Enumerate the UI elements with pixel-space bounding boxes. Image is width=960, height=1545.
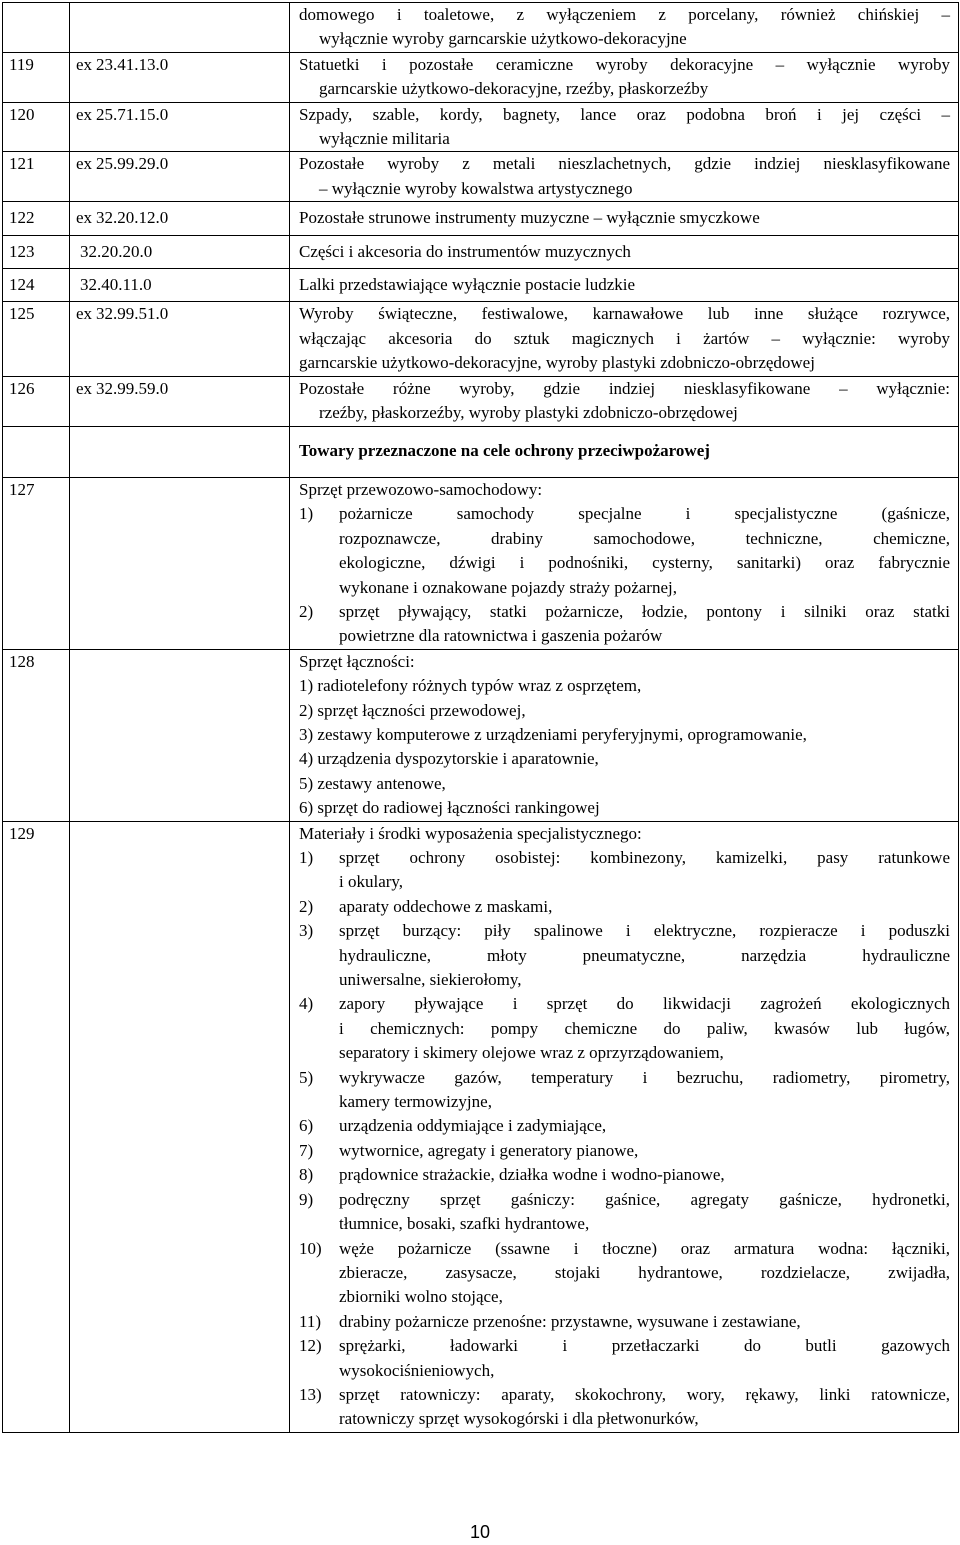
classification-code: [70, 376, 290, 426]
description-line: Pozostałe różne wyroby, gdzie indziej niesklasyfikowane – wyłącznie:: [299, 378, 950, 398]
row-number: 126: [3, 376, 70, 426]
row-128-item: 2) sprzęt łączności przewodowej,: [299, 700, 526, 720]
description-line: Pozostałe strunowe instrumenty muzyczne – wyłącznie smyczkowe: [299, 208, 760, 228]
list-item: [299, 992, 950, 1065]
list-item-number: 10): [299, 1238, 322, 1258]
list-item: [299, 919, 950, 992]
list-item-text: [339, 1310, 950, 1334]
row-127-title: Sprzęt przewozowo-samochodowy:: [299, 479, 543, 499]
table-row-heading: [3, 426, 959, 477]
list-item-text: [339, 1163, 950, 1187]
row-number: 123: [3, 235, 70, 268]
list-item-text: [339, 895, 950, 919]
list-item-line: podręczny sprzęt gaśniczy: gaśnice, agregaty gaśnicze, hydronetki,: [339, 1189, 950, 1209]
list-item-number: 9): [299, 1189, 314, 1209]
code-value: 32.20.12.0: [96, 208, 169, 228]
list-item-line: uniwersalne, siekierołomy,: [339, 970, 522, 990]
row-128-item: 5) zestawy antenowe,: [299, 773, 446, 793]
list-item-number: 2): [299, 896, 314, 916]
row-number: 120: [3, 102, 70, 152]
list-item-line: separatory i skimery olejowe wraz z oprzyrządowaniem,: [339, 1043, 724, 1063]
table-row: [3, 52, 959, 102]
code-value: 32.99.51.0: [96, 304, 169, 324]
list-item-line: i chemicznych: pompy chemiczne do paliw, kwasów lub ługów,: [339, 1018, 950, 1038]
list-item-number: 2): [299, 601, 314, 621]
classification-code: [70, 235, 290, 268]
classification-code: [70, 152, 290, 202]
list-item-line: ekologiczne, dźwigi i podnośniki, cysterny, sanitarki) oraz fabrycznie: [339, 553, 950, 573]
ex-marker: ex: [76, 54, 93, 74]
row-number: 128: [3, 649, 70, 821]
list-item-text: [339, 846, 950, 895]
list-item-line: tłumnice, bosaki, szafki hydrantowe,: [339, 1214, 590, 1234]
list-item: [299, 1139, 950, 1163]
list-item-number: 4): [299, 994, 314, 1014]
list-item-line: prądownice strażackie, działka wodne i wodno-pianowe,: [339, 1165, 725, 1185]
row-number: 129: [3, 821, 70, 1432]
list-item-line: zbiorniki wolno stojące,: [339, 1287, 503, 1307]
list-item: [299, 895, 950, 919]
description-line: Statuetki i pozostałe ceramiczne wyroby dekoracyjne – wyłącznie wyroby: [299, 54, 950, 74]
description: [290, 152, 959, 202]
list-item-line: sprzęt burzący: piły spalinowe i elektryczne, rozpieracze i poduszki: [339, 921, 950, 941]
classification-code: [70, 269, 290, 302]
table-row-129: [3, 821, 959, 1432]
code-value: 23.41.13.0: [96, 54, 169, 74]
classification-code: [70, 52, 290, 102]
list-item-number: 8): [299, 1165, 314, 1185]
table-row-128: [3, 649, 959, 821]
numbered-rows: [3, 52, 959, 426]
list-item-line: ratowniczy sprzęt wysokogórski i dla płetwonurków,: [339, 1409, 699, 1429]
classification-code: [70, 302, 290, 376]
list-item-line: aparaty oddechowe z maskami,: [339, 896, 553, 916]
row-number: 122: [3, 202, 70, 235]
description-line: rzeźby, płaskorzeźby, wyroby plastyki zdobniczo-obrzędowej: [319, 403, 738, 423]
table-row: [3, 202, 959, 235]
code-value: 25.71.15.0: [96, 104, 169, 124]
row-129-title: Materiały i środki wyposażenia specjalistycznego:: [299, 823, 642, 843]
list-item-number: 11): [299, 1311, 322, 1331]
description: [290, 269, 959, 302]
list-item-line: i okulary,: [339, 872, 404, 892]
description: [290, 235, 959, 268]
table-row: [3, 102, 959, 152]
list-item: [299, 1188, 950, 1237]
list-item-number: 5): [299, 1067, 314, 1087]
ex-marker: ex: [76, 208, 93, 228]
row-128-item: 6) sprzęt do radiowej łączności rankingowej: [299, 798, 600, 818]
table-row: [3, 376, 959, 426]
row-129-items: [299, 846, 950, 1432]
ex-marker: ex: [76, 104, 93, 124]
list-item-line: urządzenia oddymiające i zadymiające,: [339, 1116, 607, 1136]
list-item-line: rozpoznawcze, drabiny samochodowe, techniczne, chemiczne,: [339, 528, 950, 548]
list-item: [299, 502, 950, 600]
list-item-line: sprzęt ochrony osobistej: kombinezony, kamizelki, pasy ratunkowe: [339, 848, 950, 867]
description-line: Lalki przedstawiające wyłącznie postacie ludzkie: [299, 275, 636, 295]
list-item-number: 13): [299, 1384, 322, 1404]
description-line: wyłącznie militaria: [319, 129, 450, 149]
table-row-127: [3, 477, 959, 649]
list-item-text: [339, 1114, 950, 1138]
description-line: Pozostałe wyroby z metali nieszlachetnych, gdzie indziej niesklasyfikowane: [299, 154, 950, 174]
list-item-line: drabiny pożarnicze przenośne: przystawne, wysuwane i zestawiane,: [339, 1311, 801, 1331]
list-item-number: 6): [299, 1116, 314, 1136]
list-item: [299, 1114, 950, 1138]
section-heading: Towary przeznaczone na cele ochrony przeciwpożarowej: [290, 426, 959, 477]
row-number: 127: [3, 477, 70, 649]
description: [290, 376, 959, 426]
ex-marker: ex: [76, 304, 93, 324]
row-128-title: Sprzęt łączności:: [299, 651, 415, 671]
list-item: [299, 1310, 950, 1334]
list-item-line: kamery termowizyjne,: [339, 1092, 492, 1112]
list-item-number: 7): [299, 1140, 314, 1160]
description-line: garncarskie użytkowo-dekoracyjne, wyroby plastyki zdobniczo-obrzędowej: [299, 353, 815, 373]
list-item-text: [339, 600, 950, 649]
list-item-text: [339, 1066, 950, 1115]
table-row: [3, 235, 959, 268]
list-item-text: [339, 1188, 950, 1237]
table-row: [3, 269, 959, 302]
continuation-line-2: wyłącznie wyroby garncarskie użytkowo-dekoracyjne: [319, 29, 687, 49]
row-127-items: [299, 502, 950, 648]
ex-marker: ex: [76, 154, 93, 174]
description: [290, 102, 959, 152]
list-item-line: wykonane i oznakowane pojazdy straży pożarnej,: [339, 577, 677, 597]
list-item-line: powietrzne dla ratownictwa i gaszenia pożarów: [339, 626, 663, 646]
list-item-text: [339, 1237, 950, 1310]
classification-code: [70, 202, 290, 235]
list-item-line: pożarnicze samochody specjalne i specjalistyczne (gaśnicze,: [339, 504, 950, 524]
list-item-line: zapory pływające i sprzęt do likwidacji zagrożeń ekologicznych: [339, 994, 950, 1014]
list-item-line: wykrywacze gazów, temperatury i bezruchu, radiometry, pirometry,: [339, 1067, 950, 1087]
list-item-text: [339, 919, 950, 992]
description-line: garncarskie użytkowo-dekoracyjne, rzeźby, płaskorzeźby: [319, 79, 709, 99]
description-line: Części i akcesoria do instrumentów muzycznych: [299, 241, 631, 261]
row-number: 119: [3, 52, 70, 102]
row-number: 124: [3, 269, 70, 302]
list-item-line: węże pożarnicze (ssawne i tłoczne) oraz armatura wodna: łączniki,: [339, 1238, 950, 1258]
table-row: [3, 152, 959, 202]
row-128-item: 1) radiotelefony różnych typów wraz z osprzętem,: [299, 676, 642, 696]
list-item-number: 1): [299, 848, 314, 867]
list-item-text: [339, 1383, 950, 1432]
continuation-line-1: domowego i toaletowe, z wyłączeniem z porcelany, również chińskiej –: [299, 5, 950, 24]
row-128-item: 4) urządzenia dyspozytorskie i aparatownie,: [299, 749, 599, 769]
ex-marker: ex: [76, 378, 93, 398]
list-item: [299, 1066, 950, 1115]
list-item: [299, 1383, 950, 1432]
list-item-line: wytwornice, agregaty i generatory pianowe,: [339, 1140, 639, 1160]
page-number: 10: [469, 1522, 491, 1542]
list-item-line: hydrauliczne, młoty pneumatyczne, narzędzia hydrauliczne: [339, 945, 950, 965]
list-item: [299, 1163, 950, 1187]
list-item-line: sprzęt pływający, statki pożarnicze, łodzie, pontony i silniki oraz statki: [339, 601, 950, 621]
description: [290, 202, 959, 235]
list-item-line: sprzęt ratowniczy: aparaty, skokochrony, wory, rękawy, linki ratownicze,: [339, 1384, 950, 1404]
description-line: Wyroby świąteczne, festiwalowe, karnawałowe lub inne służące rozrywce,: [299, 304, 950, 324]
table-row: [3, 302, 959, 376]
list-item-line: wysokociśnieniowych,: [339, 1360, 495, 1380]
row-number: 125: [3, 302, 70, 376]
classification-code: [70, 102, 290, 152]
description: [290, 52, 959, 102]
list-item: [299, 1237, 950, 1310]
list-item-line: sprężarki, ładowarki i przetłaczarki do butli gazowych: [339, 1336, 950, 1356]
row-number: 121: [3, 152, 70, 202]
list-item: [299, 846, 950, 895]
list-item-line: zbieracze, zasysacze, stojaki hydrantowe, rozdzielacze, zwijadła,: [339, 1262, 950, 1282]
list-item-text: [339, 502, 950, 600]
list-item: [299, 1334, 950, 1383]
goods-table: [2, 2, 959, 1433]
row-128-item: 3) zestawy komputerowe z urządzeniami peryferyjnymi, oprogramowanie,: [299, 724, 807, 744]
list-item: [299, 600, 950, 649]
code-value: 32.40.11.0: [80, 275, 152, 295]
list-item-text: [339, 1139, 950, 1163]
code-value: 32.20.20.0: [80, 241, 153, 261]
description-line: włączając akcesoria do sztuk magicznych i żartów – wyłącznie: wyroby: [299, 328, 950, 348]
list-item-number: 3): [299, 921, 314, 941]
description-line: Szpady, szable, kordy, bagnety, lance oraz podobna broń i jej części –: [299, 104, 950, 124]
list-item-number: 12): [299, 1336, 322, 1356]
table-row-continuation: [3, 3, 959, 53]
list-item-number: 1): [299, 504, 314, 524]
code-value: 32.99.59.0: [96, 378, 169, 398]
description: [290, 302, 959, 376]
code-value: 25.99.29.0: [96, 154, 169, 174]
description-line: – wyłącznie wyroby kowalstwa artystycznego: [319, 178, 633, 198]
list-item-text: [339, 992, 950, 1065]
list-item-text: [339, 1334, 950, 1383]
